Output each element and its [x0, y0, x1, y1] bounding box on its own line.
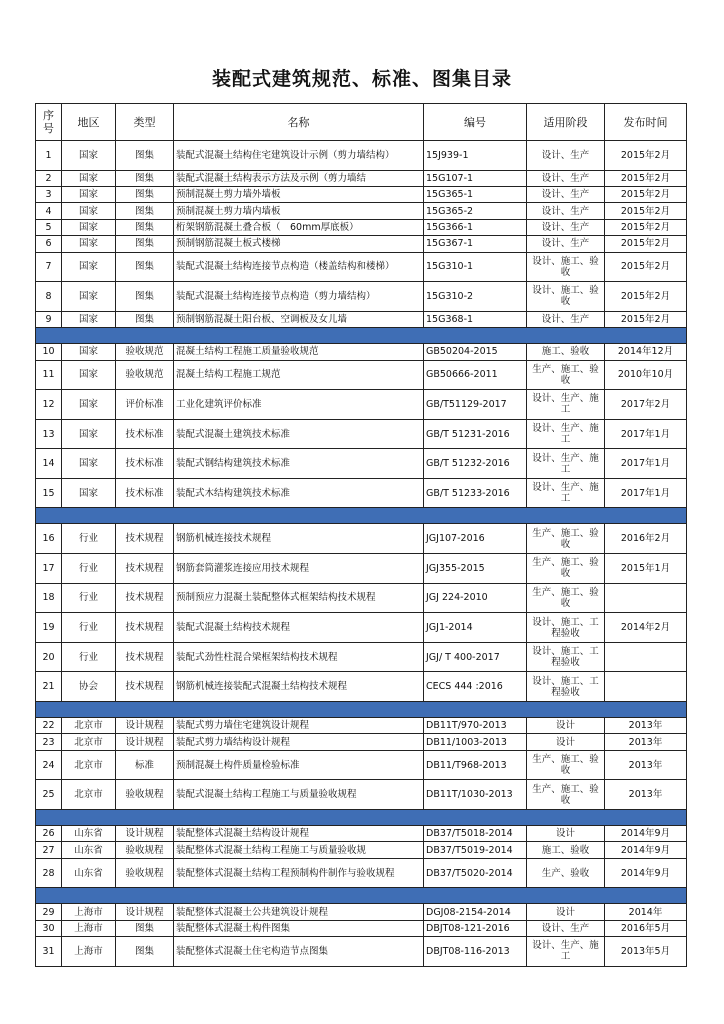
cell-name: 装配式混凝土结构表示方法及示例（剪力墙结 — [174, 170, 424, 186]
cell-type: 图集 — [116, 252, 174, 282]
cell-date — [605, 672, 687, 702]
cell-code: 15G365-2 — [424, 203, 527, 219]
cell-no: 18 — [36, 583, 62, 613]
cell-name: 装配式钢结构建筑技术标准 — [174, 449, 424, 479]
cell-region: 国家 — [62, 449, 116, 479]
cell-code: JGJ107-2016 — [424, 524, 527, 554]
table-row — [36, 360, 687, 390]
cell-code: 15G365-1 — [424, 186, 527, 202]
cell-name: 装配式剪力墙结构设计规程 — [174, 734, 424, 750]
table-row — [36, 937, 687, 967]
cell-type: 验收规范 — [116, 360, 174, 390]
table-row — [36, 613, 687, 643]
cell-date: 2016年2月 — [605, 524, 687, 554]
cell-type: 验收规程 — [116, 780, 174, 810]
cell-code: 15G310-1 — [424, 252, 527, 282]
cell-region: 国家 — [62, 186, 116, 202]
cell-no: 10 — [36, 344, 62, 360]
cell-type: 验收规范 — [116, 344, 174, 360]
table-row — [36, 750, 687, 780]
cell-date: 2016年5月 — [605, 920, 687, 936]
cell-no: 30 — [36, 920, 62, 936]
cell-region: 上海市 — [62, 937, 116, 967]
separator-band — [36, 888, 687, 904]
cell-code: 15G366-1 — [424, 219, 527, 235]
table-row — [36, 219, 687, 235]
cell-type: 技术标准 — [116, 419, 174, 449]
cell-region: 国家 — [62, 311, 116, 327]
cell-name: 装配式混凝土结构住宅建筑设计示例（剪力墙结构） — [174, 141, 424, 171]
table-row — [36, 920, 687, 936]
cell-stage: 设计、施工、工程验收 — [527, 613, 605, 643]
cell-region: 国家 — [62, 252, 116, 282]
cell-type: 图集 — [116, 170, 174, 186]
cell-region: 行业 — [62, 642, 116, 672]
cell-region: 国家 — [62, 219, 116, 235]
cell-type: 图集 — [116, 141, 174, 171]
cell-name: 装配式混凝土建筑技术标准 — [174, 419, 424, 449]
table-row — [36, 141, 687, 171]
cell-type: 设计规程 — [116, 734, 174, 750]
cell-name: 装配式混凝土结构工程施工与质量验收规程 — [174, 780, 424, 810]
cell-type: 技术规程 — [116, 583, 174, 613]
cell-stage: 设计、生产 — [527, 170, 605, 186]
cell-name: 钢筋机械连接技术规程 — [174, 524, 424, 554]
cell-name: 预制钢筋混凝土阳台板、空调板及女儿墙 — [174, 311, 424, 327]
cell-no: 13 — [36, 419, 62, 449]
cell-region: 行业 — [62, 524, 116, 554]
cell-name: 钢筋套筒灌浆连接应用技术规程 — [174, 554, 424, 584]
cell-no: 29 — [36, 904, 62, 920]
cell-name: 混凝土结构工程施工规范 — [174, 360, 424, 390]
cell-code: JGJ 224-2010 — [424, 583, 527, 613]
cell-code: 15G310-2 — [424, 282, 527, 312]
cell-stage: 设计、生产、施工 — [527, 419, 605, 449]
cell-type: 图集 — [116, 311, 174, 327]
cell-type: 设计规程 — [116, 904, 174, 920]
cell-code: DB11/1003-2013 — [424, 734, 527, 750]
cell-stage: 生产、施工、验收 — [527, 780, 605, 810]
cell-name: 装配整体式混凝土结构工程预制构件制作与验收规程 — [174, 858, 424, 888]
cell-region: 国家 — [62, 141, 116, 171]
cell-date: 2014年 — [605, 904, 687, 920]
cell-date: 2013年 — [605, 718, 687, 734]
cell-date: 2013年 — [605, 780, 687, 810]
cell-stage: 设计 — [527, 826, 605, 842]
cell-code: 15G367-1 — [424, 236, 527, 252]
cell-name: 桁架钢筋混凝土叠合板（ 60mm厚底板） — [174, 219, 424, 235]
header-code: 编号 — [424, 104, 527, 141]
cell-date: 2015年1月 — [605, 554, 687, 584]
cell-type: 技术规程 — [116, 524, 174, 554]
cell-no: 22 — [36, 718, 62, 734]
cell-no: 3 — [36, 186, 62, 202]
cell-stage: 设计、生产 — [527, 186, 605, 202]
cell-no: 14 — [36, 449, 62, 479]
cell-name: 装配式剪力墙住宅建筑设计规程 — [174, 718, 424, 734]
cell-no: 11 — [36, 360, 62, 390]
cell-code: DB11T/1030-2013 — [424, 780, 527, 810]
table-row — [36, 449, 687, 479]
cell-stage: 施工、验收 — [527, 842, 605, 858]
section-separator — [36, 810, 687, 826]
cell-type: 设计规程 — [116, 718, 174, 734]
table-row — [36, 344, 687, 360]
cell-type: 图集 — [116, 219, 174, 235]
cell-region: 北京市 — [62, 780, 116, 810]
cell-date: 2015年2月 — [605, 311, 687, 327]
cell-stage: 生产、验收 — [527, 858, 605, 888]
cell-name: 装配式混凝土结构连接节点构造（剪力墙结构） — [174, 282, 424, 312]
cell-date — [605, 642, 687, 672]
cell-stage: 设计、生产 — [527, 236, 605, 252]
cell-name: 预制混凝土剪力墙外墙板 — [174, 186, 424, 202]
cell-no: 12 — [36, 390, 62, 420]
cell-region: 行业 — [62, 554, 116, 584]
cell-region: 北京市 — [62, 750, 116, 780]
cell-code: GB50666-2011 — [424, 360, 527, 390]
cell-stage: 施工、验收 — [527, 344, 605, 360]
cell-region: 北京市 — [62, 734, 116, 750]
table-row — [36, 282, 687, 312]
cell-no: 4 — [36, 203, 62, 219]
header-type: 类型 — [116, 104, 174, 141]
cell-name: 装配整体式混凝土构件图集 — [174, 920, 424, 936]
table-row — [36, 718, 687, 734]
cell-date: 2010年10月 — [605, 360, 687, 390]
cell-name: 预制混凝土剪力墙内墙板 — [174, 203, 424, 219]
cell-type: 图集 — [116, 236, 174, 252]
cell-stage: 设计 — [527, 718, 605, 734]
cell-type: 图集 — [116, 282, 174, 312]
cell-code: JGJ355-2015 — [424, 554, 527, 584]
cell-region: 国家 — [62, 390, 116, 420]
table-row — [36, 203, 687, 219]
cell-date: 2014年2月 — [605, 613, 687, 643]
cell-date: 2015年2月 — [605, 170, 687, 186]
cell-no: 19 — [36, 613, 62, 643]
cell-no: 23 — [36, 734, 62, 750]
cell-type: 技术标准 — [116, 449, 174, 479]
cell-no: 20 — [36, 642, 62, 672]
cell-date: 2015年2月 — [605, 141, 687, 171]
cell-stage: 设计、生产、施工 — [527, 937, 605, 967]
cell-region: 北京市 — [62, 718, 116, 734]
separator-band — [36, 702, 687, 718]
cell-region: 行业 — [62, 613, 116, 643]
table-row — [36, 419, 687, 449]
cell-type: 图集 — [116, 203, 174, 219]
cell-code: DB37/T5018-2014 — [424, 826, 527, 842]
cell-date: 2017年1月 — [605, 478, 687, 508]
cell-name: 钢筋机械连接装配式混凝土结构技术规程 — [174, 672, 424, 702]
cell-date — [605, 583, 687, 613]
cell-type: 验收规程 — [116, 858, 174, 888]
cell-type: 评价标准 — [116, 390, 174, 420]
cell-code: CECS 444 :2016 — [424, 672, 527, 702]
section-separator — [36, 328, 687, 344]
cell-date: 2015年2月 — [605, 219, 687, 235]
table-row — [36, 842, 687, 858]
table-row — [36, 780, 687, 810]
cell-type: 图集 — [116, 937, 174, 967]
cell-no: 5 — [36, 219, 62, 235]
catalog-body — [36, 141, 687, 967]
separator-band — [36, 328, 687, 344]
cell-name: 预制混凝土构件质量检验标准 — [174, 750, 424, 780]
table-row — [36, 252, 687, 282]
cell-no: 27 — [36, 842, 62, 858]
cell-date: 2013年 — [605, 750, 687, 780]
cell-stage: 生产、施工、验收 — [527, 554, 605, 584]
cell-stage: 生产、施工、验收 — [527, 524, 605, 554]
table-row — [36, 554, 687, 584]
cell-code: JGJ/ T 400-2017 — [424, 642, 527, 672]
cell-no: 8 — [36, 282, 62, 312]
cell-code: GB/T 51232-2016 — [424, 449, 527, 479]
cell-name: 装配式劲性柱混合梁框架结构技术规程 — [174, 642, 424, 672]
cell-region: 国家 — [62, 282, 116, 312]
table-header-row — [36, 104, 687, 141]
cell-name: 装配式混凝土结构连接节点构造（楼盖结构和楼梯） — [174, 252, 424, 282]
cell-date: 2015年2月 — [605, 252, 687, 282]
header-date: 发布时间 — [605, 104, 687, 141]
cell-code: GB/T 51231-2016 — [424, 419, 527, 449]
cell-type: 验收规程 — [116, 842, 174, 858]
cell-stage: 设计、施工、验收 — [527, 252, 605, 282]
cell-code: DB37/T5020-2014 — [424, 858, 527, 888]
cell-name: 混凝土结构工程施工质量验收规范 — [174, 344, 424, 360]
cell-code: DB11T/970-2013 — [424, 718, 527, 734]
cell-type: 技术规程 — [116, 613, 174, 643]
table-row — [36, 734, 687, 750]
cell-date: 2015年2月 — [605, 203, 687, 219]
header-no: 序号 — [36, 104, 62, 141]
separator-band — [36, 810, 687, 826]
table-row — [36, 186, 687, 202]
cell-code: JGJ1-2014 — [424, 613, 527, 643]
cell-region: 上海市 — [62, 904, 116, 920]
cell-code: 15G107-1 — [424, 170, 527, 186]
table-row — [36, 583, 687, 613]
cell-type: 设计规程 — [116, 826, 174, 842]
cell-stage: 设计、施工、工程验收 — [527, 642, 605, 672]
cell-code: DGJ08-2154-2014 — [424, 904, 527, 920]
cell-code: DB37/T5019-2014 — [424, 842, 527, 858]
cell-region: 山东省 — [62, 842, 116, 858]
header-region: 地区 — [62, 104, 116, 141]
cell-code: 15J939-1 — [424, 141, 527, 171]
cell-no: 25 — [36, 780, 62, 810]
cell-stage: 设计、生产、施工 — [527, 478, 605, 508]
table-row — [36, 672, 687, 702]
cell-code: 15G368-1 — [424, 311, 527, 327]
cell-region: 上海市 — [62, 920, 116, 936]
cell-no: 24 — [36, 750, 62, 780]
table-row — [36, 524, 687, 554]
cell-date: 2015年2月 — [605, 186, 687, 202]
table-row — [36, 642, 687, 672]
cell-stage: 设计、生产 — [527, 920, 605, 936]
cell-date: 2014年9月 — [605, 826, 687, 842]
cell-date: 2015年2月 — [605, 236, 687, 252]
cell-date: 2017年1月 — [605, 419, 687, 449]
cell-no: 9 — [36, 311, 62, 327]
cell-name: 装配整体式混凝土住宅构造节点图集 — [174, 937, 424, 967]
cell-type: 图集 — [116, 920, 174, 936]
cell-region: 国家 — [62, 236, 116, 252]
cell-region: 协会 — [62, 672, 116, 702]
cell-name: 装配整体式混凝土结构工程施工与质量验收规 — [174, 842, 424, 858]
cell-region: 山东省 — [62, 826, 116, 842]
table-row — [36, 170, 687, 186]
cell-name: 预制钢筋混凝土板式楼梯 — [174, 236, 424, 252]
cell-type: 标准 — [116, 750, 174, 780]
cell-code: DB11/T968-2013 — [424, 750, 527, 780]
cell-stage: 设计、生产 — [527, 203, 605, 219]
cell-stage: 设计、施工、验收 — [527, 282, 605, 312]
cell-region: 国家 — [62, 478, 116, 508]
cell-no: 28 — [36, 858, 62, 888]
header-stage: 适用阶段 — [527, 104, 605, 141]
cell-stage: 设计 — [527, 734, 605, 750]
table-row — [36, 904, 687, 920]
cell-type: 技术规程 — [116, 642, 174, 672]
cell-no: 17 — [36, 554, 62, 584]
table-row — [36, 858, 687, 888]
cell-region: 国家 — [62, 170, 116, 186]
cell-code: GB/T51129-2017 — [424, 390, 527, 420]
cell-region: 山东省 — [62, 858, 116, 888]
cell-stage: 设计、生产 — [527, 141, 605, 171]
cell-no: 6 — [36, 236, 62, 252]
cell-stage: 设计、生产 — [527, 311, 605, 327]
cell-no: 16 — [36, 524, 62, 554]
cell-date: 2015年2月 — [605, 282, 687, 312]
cell-code: DBJT08-121-2016 — [424, 920, 527, 936]
cell-type: 技术标准 — [116, 478, 174, 508]
cell-stage: 设计、施工、工程验收 — [527, 672, 605, 702]
cell-no: 1 — [36, 141, 62, 171]
cell-code: GB50204-2015 — [424, 344, 527, 360]
catalog-table — [35, 103, 687, 967]
cell-code: DBJT08-116-2013 — [424, 937, 527, 967]
separator-band — [36, 508, 687, 524]
cell-region: 国家 — [62, 344, 116, 360]
cell-date: 2013年5月 — [605, 937, 687, 967]
cell-region: 国家 — [62, 203, 116, 219]
table-row — [36, 390, 687, 420]
header-name: 名称 — [174, 104, 424, 141]
cell-date: 2017年1月 — [605, 449, 687, 479]
cell-name: 预制预应力混凝土装配整体式框架结构技术规程 — [174, 583, 424, 613]
cell-region: 行业 — [62, 583, 116, 613]
cell-type: 技术规程 — [116, 554, 174, 584]
cell-name: 装配式混凝土结构技术规程 — [174, 613, 424, 643]
table-row — [36, 311, 687, 327]
section-separator — [36, 508, 687, 524]
table-row — [36, 478, 687, 508]
cell-stage: 生产、施工、验收 — [527, 750, 605, 780]
table-row — [36, 826, 687, 842]
cell-type: 图集 — [116, 186, 174, 202]
cell-no: 15 — [36, 478, 62, 508]
cell-name: 工业化建筑评价标准 — [174, 390, 424, 420]
cell-stage: 设计 — [527, 904, 605, 920]
cell-date: 2014年9月 — [605, 842, 687, 858]
cell-stage: 设计、生产、施工 — [527, 449, 605, 479]
cell-name: 装配式木结构建筑技术标准 — [174, 478, 424, 508]
cell-code: GB/T 51233-2016 — [424, 478, 527, 508]
cell-stage: 设计、生产、施工 — [527, 390, 605, 420]
cell-date: 2014年9月 — [605, 858, 687, 888]
cell-type: 技术规程 — [116, 672, 174, 702]
cell-stage: 生产、施工、验收 — [527, 360, 605, 390]
cell-stage: 设计、生产 — [527, 219, 605, 235]
cell-region: 国家 — [62, 360, 116, 390]
page-title: 装配式建筑规范、标准、图集目录 — [211, 68, 512, 90]
cell-no: 31 — [36, 937, 62, 967]
cell-no: 2 — [36, 170, 62, 186]
cell-no: 7 — [36, 252, 62, 282]
section-separator — [36, 888, 687, 904]
cell-name: 装配整体式混凝土结构设计规程 — [174, 826, 424, 842]
table-row — [36, 236, 687, 252]
cell-date: 2017年2月 — [605, 390, 687, 420]
cell-date: 2013年 — [605, 734, 687, 750]
cell-name: 装配整体式混凝土公共建筑设计规程 — [174, 904, 424, 920]
section-separator — [36, 702, 687, 718]
cell-region: 国家 — [62, 419, 116, 449]
cell-date: 2014年12月 — [605, 344, 687, 360]
cell-no: 26 — [36, 826, 62, 842]
cell-stage: 生产、施工、验收 — [527, 583, 605, 613]
cell-no: 21 — [36, 672, 62, 702]
